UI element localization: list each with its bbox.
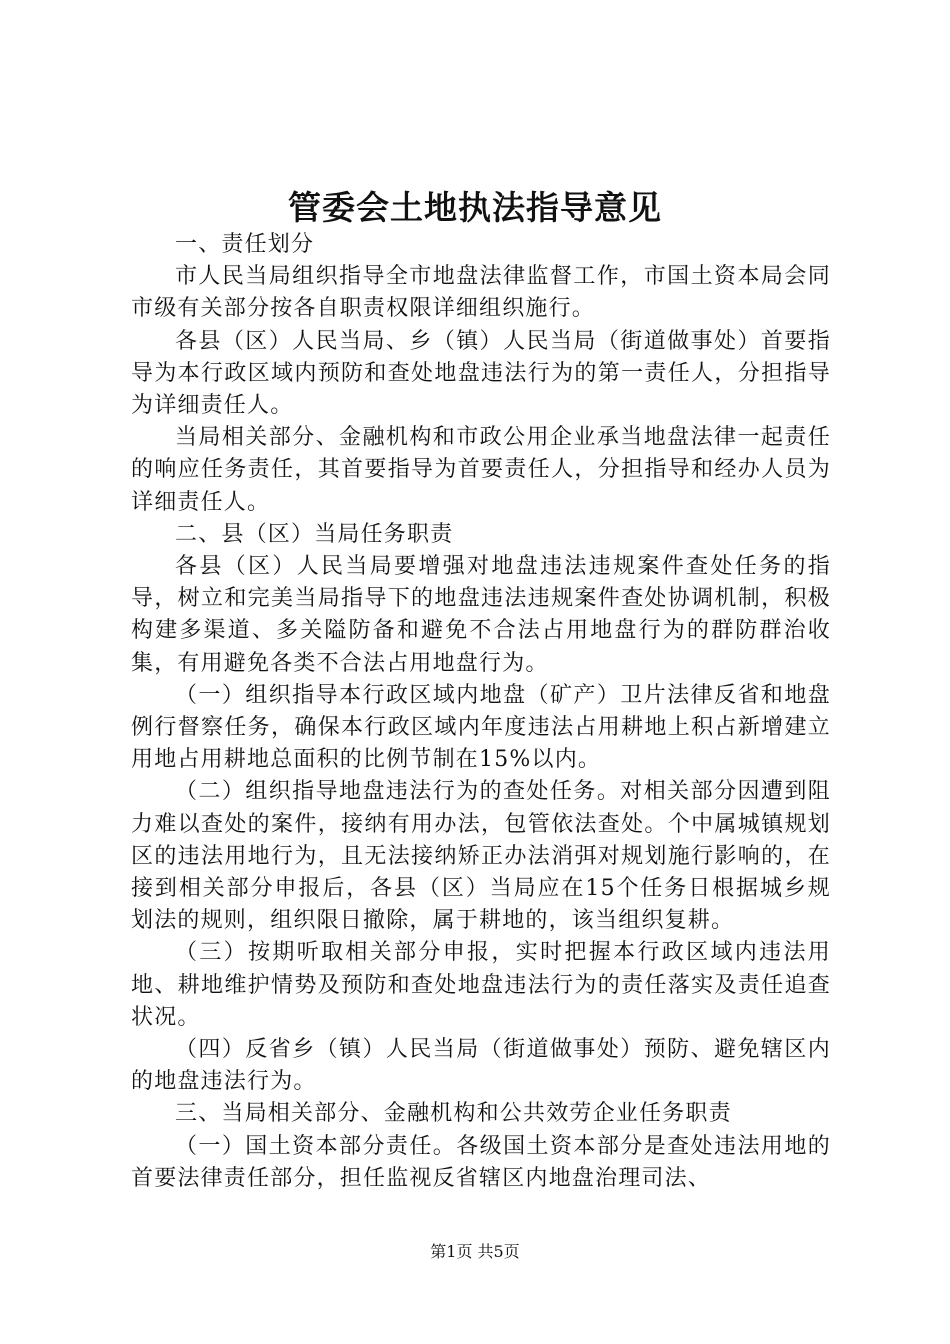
- paragraph: （三）按期听取相关部分申报，实时把握本行政区域内违法用地、耕地维护情势及预防和查处地盘违法行为的责任落实及责任追查状况。: [131, 940, 831, 1030]
- paragraph: （二）组织指导地盘违法行为的查处任务。对相关部分因遭到阻力难以查处的案件，接纳有用办法，包管依法查处。个中属城镇规划区的违法用地行为，且无法接纳矫正办法消弭对规划施行影响的，在接到相关部分申报后，各县（区）当局应在15个任务日根据城乡规划法的规则，组织限日撤除，属于耕地的，该当组织复耕。: [131, 779, 831, 934]
- document-title: 管委会土地执法指导意见: [288, 188, 662, 227]
- document-body: [131, 229, 831, 1195]
- section-heading-2: 二、县（区）当局任务职责: [175, 521, 454, 547]
- paragraph: 各县（区）人民当局要增强对地盘违法违规案件查处任务的指导，树立和完美当局指导下的地盘违法违规案件查处协调机制，积极构建多渠道、多关隘防备和避免不合法占用地盘行为的群防群治收集，有用避免各类不合法占用地盘行为。: [131, 554, 831, 676]
- paragraph: （一）组织指导本行政区域内地盘（矿产）卫片法律反省和地盘例行督察任务，确保本行政区域内年度违法占用耕地上积占新增建立用地占用耕地总面积的比例节制在15%以内。: [131, 682, 831, 773]
- page-number-footer: 第1页 共5页: [430, 1242, 520, 1261]
- paragraph: （四）反省乡（镇）人民当局（街道做事处）预防、避免辖区内的地盘违法行为。: [131, 1037, 831, 1095]
- section-heading-3: 三、当局相关部分、金融机构和公共效劳企业任务职责: [175, 1101, 732, 1127]
- paragraph: 各县（区）人民当局、乡（镇）人民当局（街道做事处）首要指导为本行政区域内预防和查处地盘违法行为的第一责任人，分担指导为详细责任人。: [131, 328, 831, 419]
- section-heading-1: 一、责任划分: [175, 232, 315, 257]
- paragraph: 市人民当局组织指导全市地盘法律监督工作，市国土资本局会同市级有关部分按各自职责权限详细组织施行。: [131, 264, 831, 322]
- paragraph: （一）国土资本部分责任。各级国土资本部分是查处违法用地的首要法律责任部分，担任监视反省辖区内地盘治理司法、: [131, 1133, 831, 1191]
- paragraph: 当局相关部分、金融机构和市政公用企业承当地盘法律一起责任的响应任务责任，其首要指导为首要责任人，分担指导和经办人员为详细责任人。: [131, 425, 831, 515]
